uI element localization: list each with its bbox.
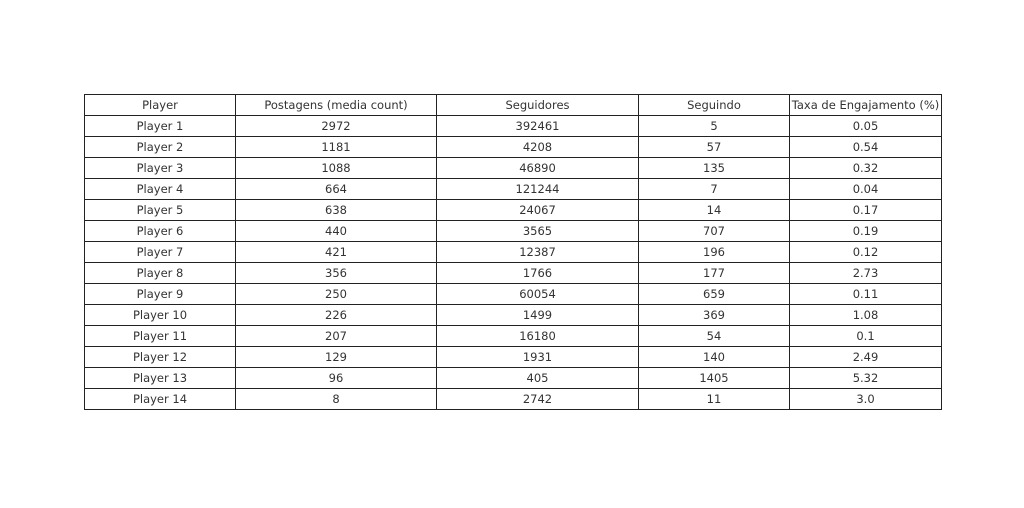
table-cell: Player 1 [85,116,236,137]
table-cell: Player 6 [85,221,236,242]
table-cell: 356 [236,263,437,284]
table-cell: Player 8 [85,263,236,284]
table-cell: 0.19 [790,221,942,242]
table-cell: 1931 [437,347,639,368]
table-cell: 54 [639,326,790,347]
table-cell: 12387 [437,242,639,263]
table-cell: 60054 [437,284,639,305]
table-cell: 57 [639,137,790,158]
table-cell: 0.1 [790,326,942,347]
table-cell: Player 14 [85,389,236,410]
table-row [85,116,942,137]
table-cell: 8 [236,389,437,410]
table-cell: 0.04 [790,179,942,200]
table-cell: 250 [236,284,437,305]
table-row [85,200,942,221]
table-cell: 0.05 [790,116,942,137]
table-cell: 0.11 [790,284,942,305]
table-cell: 440 [236,221,437,242]
data-table [84,94,942,410]
table-cell: 24067 [437,200,639,221]
table-row [85,284,942,305]
table-cell: 1766 [437,263,639,284]
table-row [85,158,942,179]
table-cell: 196 [639,242,790,263]
table-cell: 392461 [437,116,639,137]
table-row [85,368,942,389]
table-row [85,305,942,326]
table-row [85,221,942,242]
table-cell: 2.73 [790,263,942,284]
table-cell: 11 [639,389,790,410]
table-body [85,116,942,410]
table-cell: 16180 [437,326,639,347]
table-cell: Player 13 [85,368,236,389]
header-row [85,95,942,116]
table-cell: 707 [639,221,790,242]
table-cell: Player 12 [85,347,236,368]
table-cell: 1405 [639,368,790,389]
table-cell: 226 [236,305,437,326]
table-row [85,242,942,263]
table-cell: 664 [236,179,437,200]
table-cell: 421 [236,242,437,263]
table-cell: 96 [236,368,437,389]
table-cell: 369 [639,305,790,326]
column-header: Postagens (media count) [236,95,437,116]
table-cell: 207 [236,326,437,347]
table-cell: 5.32 [790,368,942,389]
table-cell: Player 2 [85,137,236,158]
table-cell: 0.17 [790,200,942,221]
column-header: Seguindo [639,95,790,116]
table-cell: 7 [639,179,790,200]
table-cell: 659 [639,284,790,305]
table-cell: 2742 [437,389,639,410]
table-cell: Player 3 [85,158,236,179]
table-cell: 0.12 [790,242,942,263]
table-cell: 46890 [437,158,639,179]
table-cell: 0.54 [790,137,942,158]
table-cell: 405 [437,368,639,389]
table-row [85,389,942,410]
table-cell: 135 [639,158,790,179]
table-cell: Player 5 [85,200,236,221]
table-cell: 2972 [236,116,437,137]
table-cell: Player 10 [85,305,236,326]
table-cell: 5 [639,116,790,137]
table-cell: 129 [236,347,437,368]
table-cell: 1181 [236,137,437,158]
table-cell: Player 9 [85,284,236,305]
column-header: Seguidores [437,95,639,116]
column-header: Player [85,95,236,116]
column-header: Taxa de Engajamento (%) [790,95,942,116]
table-cell: 140 [639,347,790,368]
table-cell: Player 11 [85,326,236,347]
table-cell: 177 [639,263,790,284]
table-cell: 1.08 [790,305,942,326]
table-row [85,326,942,347]
table-header [85,95,942,116]
table-cell: Player 7 [85,242,236,263]
table-cell: 1499 [437,305,639,326]
table-row [85,263,942,284]
table-cell: 3565 [437,221,639,242]
table-cell: 4208 [437,137,639,158]
table-cell: 2.49 [790,347,942,368]
table-cell: 0.32 [790,158,942,179]
table-cell: 121244 [437,179,639,200]
table-cell: Player 4 [85,179,236,200]
table-row [85,179,942,200]
table-cell: 14 [639,200,790,221]
table-row [85,137,942,158]
table-cell: 1088 [236,158,437,179]
table-row [85,347,942,368]
table-cell: 3.0 [790,389,942,410]
table-cell: 638 [236,200,437,221]
